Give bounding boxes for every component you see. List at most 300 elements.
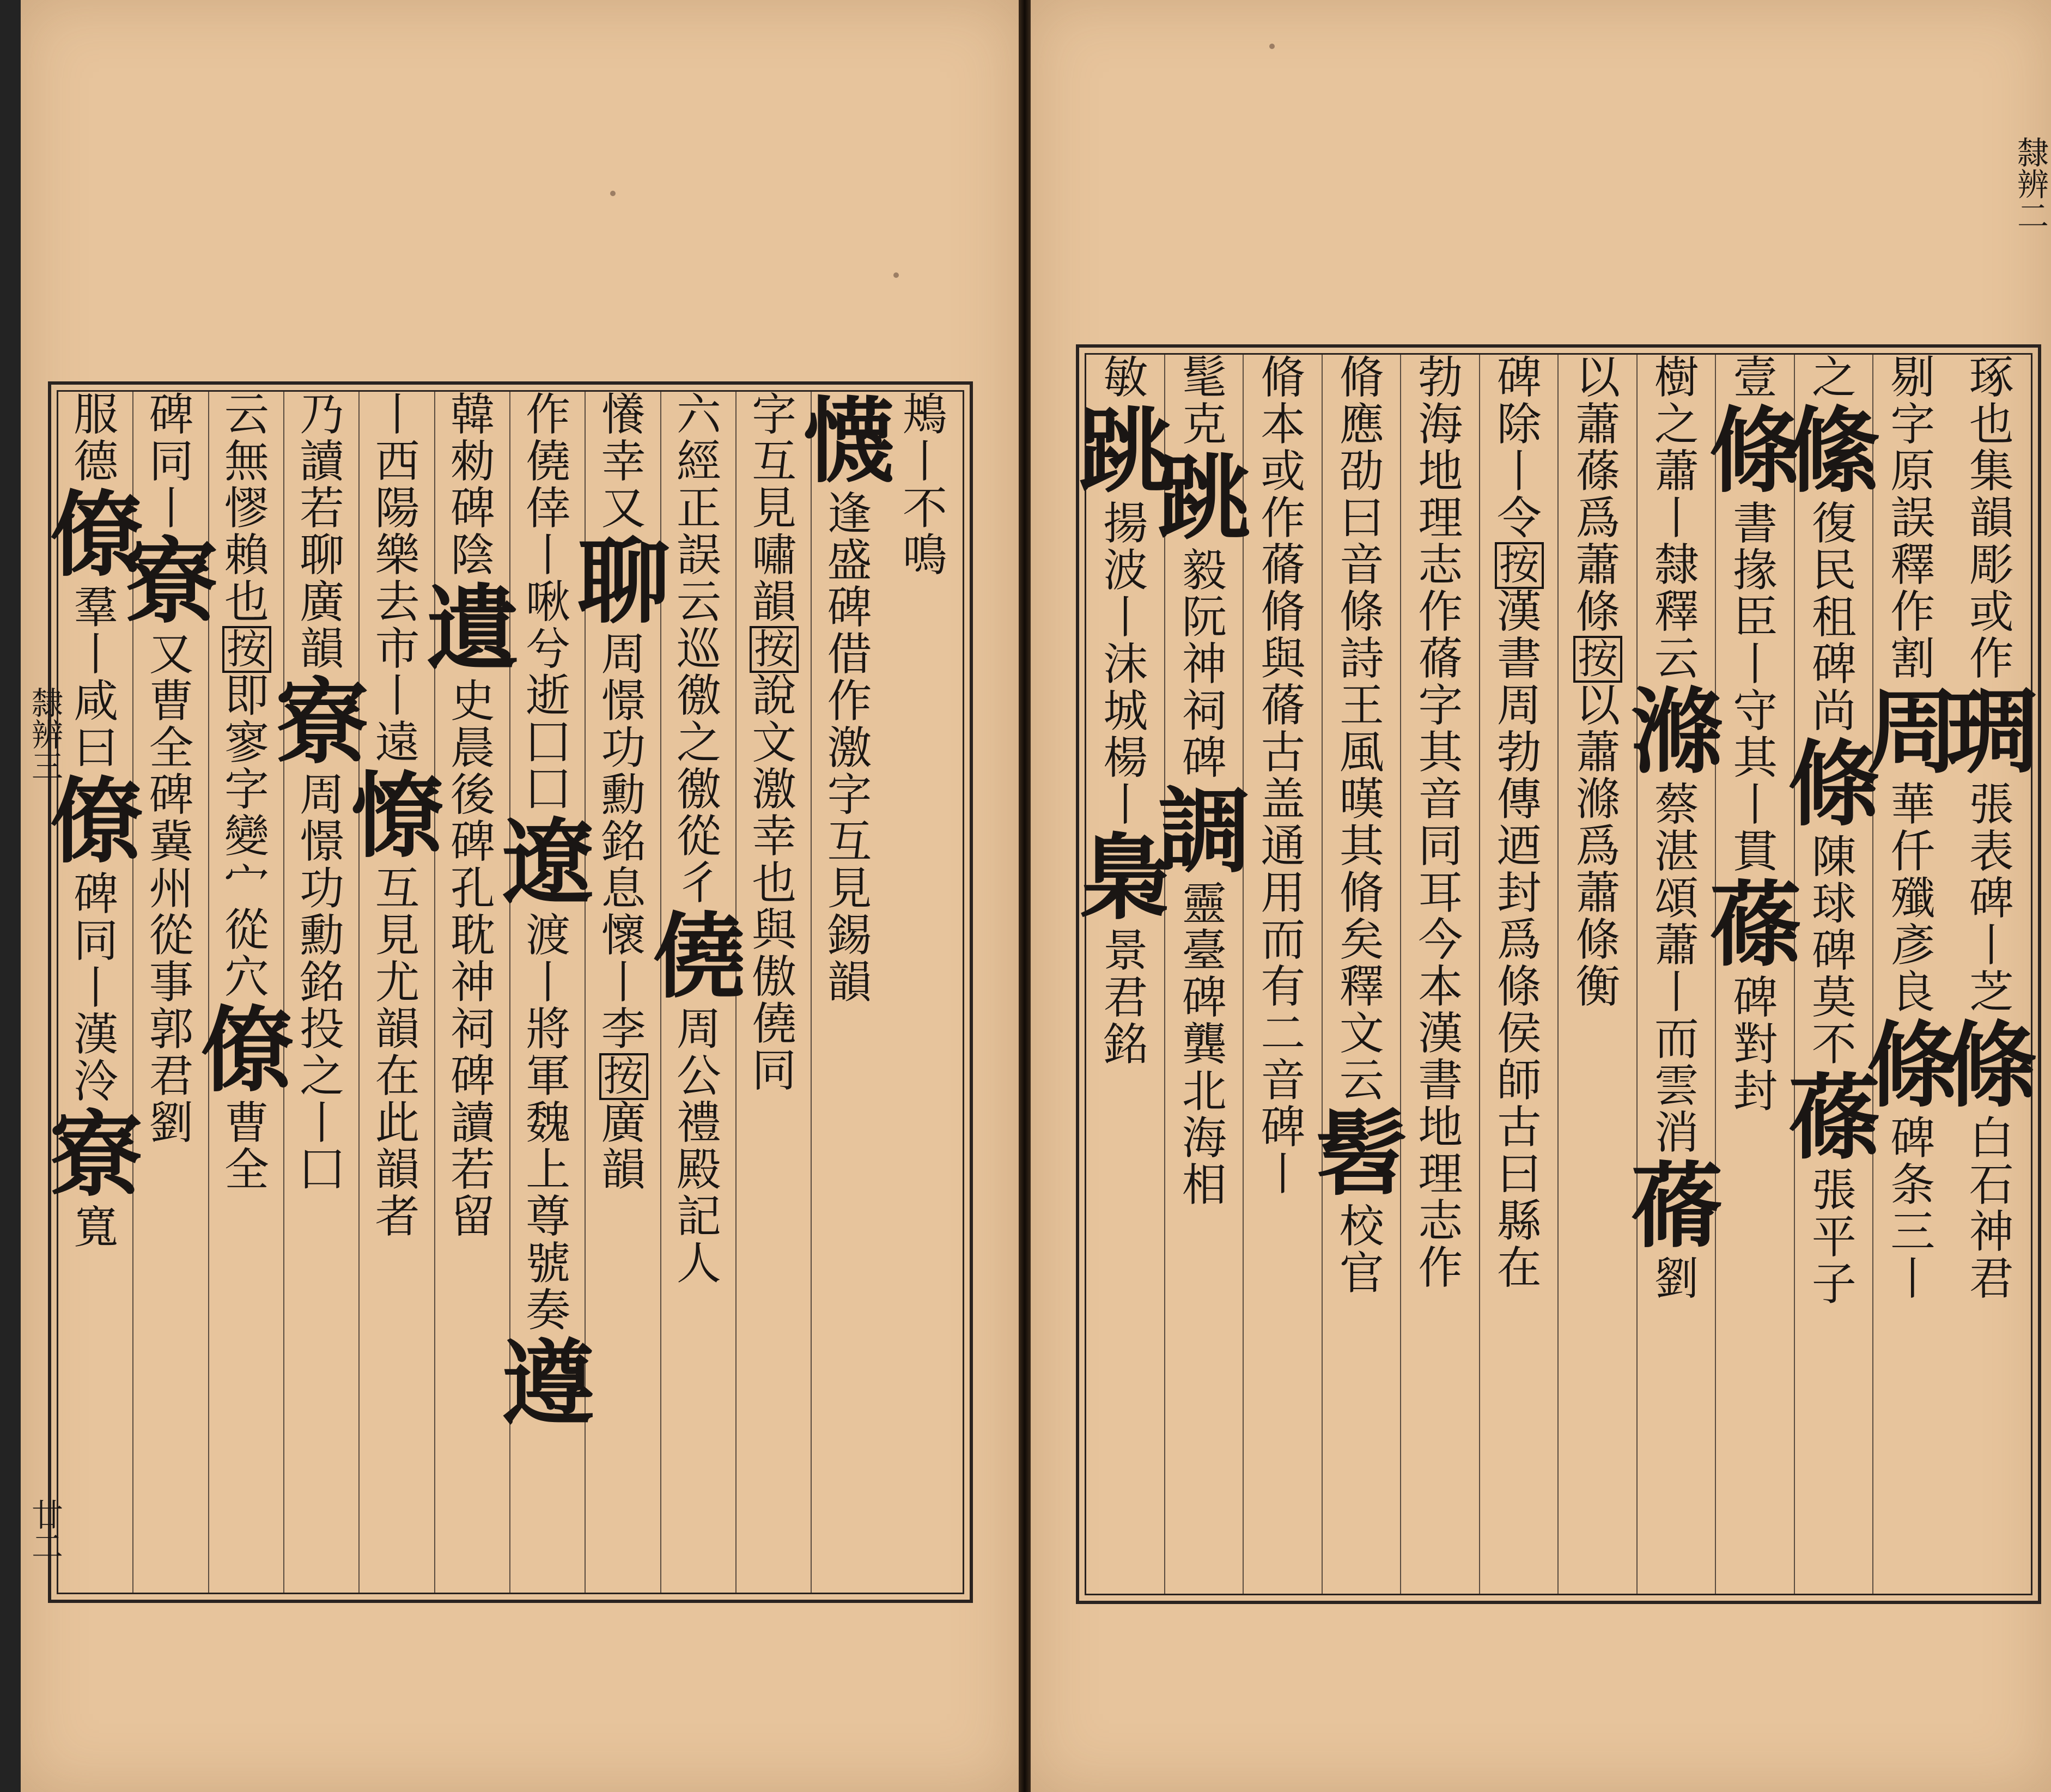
- commentary-glyph: 無: [224, 436, 269, 488]
- commentary-glyph: 碑: [74, 868, 119, 920]
- headword-glyph: 琱: [1945, 678, 2038, 787]
- right_page-column: [1479, 352, 1559, 1594]
- commentary-glyph: 之: [676, 717, 721, 769]
- commentary-glyph: 琢: [1969, 352, 2014, 404]
- commentary-glyph: 而: [1654, 1013, 1699, 1065]
- commentary-glyph: 古: [1496, 1102, 1542, 1153]
- right_page-column: [1945, 352, 2038, 1594]
- commentary-glyph: 碑: [1969, 873, 2014, 925]
- commentary-glyph: 漢: [1496, 586, 1542, 638]
- commentary-glyph: 囗: [526, 764, 571, 816]
- commentary-glyph: 變: [224, 811, 269, 862]
- commentary-glyph: 上: [526, 1144, 571, 1196]
- left_page-column: [351, 389, 444, 1593]
- headword-glyph: 條: [1945, 1011, 2038, 1120]
- commentary-glyph: 用: [1261, 867, 1306, 919]
- headword-glyph: 懱: [803, 387, 896, 496]
- commentary-glyph: 韓: [450, 389, 495, 441]
- commentary-glyph: 君: [149, 1050, 194, 1102]
- headword-glyph: 蓨: [1630, 1152, 1723, 1261]
- commentary-glyph: 消: [1654, 1107, 1699, 1159]
- commentary-glyph: 丨: [74, 962, 119, 1014]
- commentary-glyph: 韻: [752, 576, 797, 628]
- commentary-glyph: 条: [1890, 1159, 1936, 1211]
- commentary-glyph: 蕭: [1575, 727, 1621, 779]
- commentary-glyph: 碑: [1182, 972, 1227, 1024]
- headword-glyph: 寮: [50, 1101, 143, 1210]
- commentary-glyph: 封: [1496, 867, 1542, 919]
- commentary-glyph: 陰: [450, 530, 495, 581]
- left_page-column: [887, 389, 963, 1593]
- commentary-glyph: 風: [1339, 727, 1384, 779]
- commentary-glyph: 祠: [1182, 685, 1227, 737]
- commentary-glyph: 劭: [1339, 446, 1384, 497]
- headword-glyph: 僥: [652, 902, 745, 1011]
- commentary-glyph: 爲: [1575, 493, 1621, 544]
- paper-speck: [610, 191, 616, 196]
- commentary-glyph: 祠: [450, 1004, 495, 1055]
- commentary-glyph: 丨: [375, 389, 420, 441]
- commentary-glyph: 楊: [1103, 732, 1148, 784]
- commentary-glyph: 音: [1261, 1055, 1306, 1107]
- commentary-glyph: 字: [224, 764, 269, 816]
- commentary-glyph: 阮: [1182, 592, 1227, 643]
- commentary-glyph: 字: [827, 769, 872, 821]
- commentary-glyph: 碑: [1811, 639, 1857, 690]
- commentary-glyph: 廣: [300, 576, 345, 628]
- commentary-glyph: 遠: [375, 717, 420, 769]
- commentary-glyph: 蔡: [1654, 779, 1699, 831]
- commentary-glyph: 湛: [1654, 826, 1699, 878]
- left-columns: [50, 387, 964, 1594]
- commentary-glyph: 貫: [1733, 826, 1778, 878]
- commentary-glyph: 蓨: [1261, 539, 1306, 591]
- commentary-glyph: 三: [1890, 1206, 1936, 1258]
- commentary-glyph: 云: [1339, 1055, 1384, 1107]
- commentary-glyph: 脩: [1339, 352, 1384, 404]
- commentary-glyph: 掾: [1733, 545, 1778, 597]
- annotation-mark: 按: [222, 626, 271, 673]
- book-gutter: [1019, 0, 1031, 1792]
- commentary-glyph: 官: [1339, 1248, 1384, 1299]
- commentary-glyph: 寬: [74, 1202, 119, 1254]
- commentary-glyph: 讀: [450, 1097, 495, 1149]
- commentary-glyph: 樂: [375, 530, 420, 581]
- commentary-glyph: 互: [375, 863, 420, 915]
- commentary-glyph: 穴: [224, 951, 269, 1003]
- commentary-glyph: 羣: [74, 582, 119, 634]
- commentary-glyph: 有: [1261, 961, 1306, 1013]
- commentary-glyph: 此: [375, 1097, 420, 1149]
- commentary-glyph: 丨: [526, 957, 571, 1009]
- commentary-glyph: 之: [300, 1050, 345, 1102]
- right-columns: [1079, 352, 2038, 1595]
- left-text-frame: [48, 381, 973, 1603]
- left_page-column: [577, 389, 670, 1593]
- commentary-glyph: 釋: [1654, 586, 1699, 638]
- commentary-glyph: 又: [601, 483, 646, 534]
- commentary-glyph: 尚: [1811, 685, 1857, 737]
- headword-glyph: 遼: [502, 809, 595, 918]
- commentary-glyph: 也: [224, 576, 269, 628]
- commentary-glyph: 不: [902, 483, 947, 534]
- commentary-glyph: 丨: [1969, 920, 2014, 971]
- commentary-glyph: 從: [676, 811, 721, 862]
- headword-glyph: 絛: [1787, 397, 1880, 506]
- commentary-glyph: 丨: [74, 629, 119, 681]
- commentary-glyph: 誤: [676, 530, 721, 581]
- commentary-glyph: 功: [300, 863, 345, 915]
- commentary-glyph: 誤: [1890, 493, 1936, 544]
- commentary-glyph: 云: [676, 576, 721, 628]
- commentary-glyph: 本: [1261, 399, 1306, 451]
- commentary-glyph: 勳: [300, 910, 345, 962]
- left_page-column: [200, 389, 293, 1593]
- commentary-glyph: 頌: [1654, 873, 1699, 925]
- left_page-column: [735, 389, 812, 1593]
- commentary-glyph: 囗: [300, 1144, 345, 1196]
- commentary-glyph: 石: [1969, 1159, 2014, 1211]
- commentary-glyph: 白: [1969, 1113, 2014, 1164]
- commentary-glyph: 志: [1418, 539, 1463, 591]
- commentary-glyph: 租: [1811, 592, 1857, 643]
- commentary-glyph: 理: [1418, 493, 1463, 544]
- commentary-glyph: 史: [450, 676, 495, 727]
- commentary-glyph: 理: [1418, 1149, 1463, 1200]
- commentary-glyph: 丨: [1654, 493, 1699, 544]
- commentary-glyph: 逝: [526, 670, 571, 722]
- headword-glyph: 寮: [125, 527, 218, 636]
- commentary-glyph: 或: [1969, 586, 2014, 638]
- commentary-glyph: 復: [1811, 498, 1857, 550]
- commentary-glyph: 隸: [1654, 539, 1699, 591]
- headword-glyph: 條: [1709, 397, 1802, 506]
- commentary-glyph: 漢: [74, 1009, 119, 1061]
- commentary-glyph: 將: [526, 1004, 571, 1055]
- commentary-glyph: 釋: [1890, 539, 1936, 591]
- commentary-glyph: 君: [1969, 1253, 2014, 1305]
- commentary-glyph: 服: [74, 389, 119, 441]
- commentary-glyph: 云: [1654, 633, 1699, 685]
- commentary-glyph: 渡: [526, 910, 571, 962]
- commentary-glyph: 丨: [1654, 967, 1699, 1018]
- commentary-glyph: 賴: [224, 530, 269, 581]
- commentary-glyph: 尤: [375, 957, 420, 1009]
- headword-glyph: 蓧: [1709, 871, 1802, 980]
- commentary-glyph: 景: [1103, 925, 1148, 977]
- commentary-glyph: 令: [1496, 493, 1542, 544]
- commentary-glyph: 文: [752, 717, 797, 769]
- commentary-glyph: 丨: [902, 436, 947, 488]
- commentary-glyph: 碑: [1811, 925, 1857, 977]
- commentary-glyph: 校: [1339, 1201, 1384, 1253]
- headword-glyph: 條: [1866, 1011, 1959, 1120]
- commentary-glyph: 孔: [450, 863, 495, 915]
- commentary-glyph: 在: [375, 1050, 420, 1102]
- commentary-glyph: 碑: [1182, 732, 1227, 784]
- commentary-glyph: 云: [224, 389, 269, 441]
- headword-glyph: 僚: [50, 767, 143, 876]
- commentary-glyph: 侯: [1496, 1008, 1542, 1060]
- commentary-glyph: 原: [1890, 446, 1936, 497]
- commentary-glyph: 留: [450, 1191, 495, 1243]
- headword-glyph: 梟: [1079, 824, 1172, 933]
- commentary-glyph: 其: [1339, 821, 1384, 872]
- commentary-glyph: 克: [1182, 399, 1227, 451]
- commentary-glyph: 丨: [601, 957, 646, 1009]
- commentary-glyph: 同: [1418, 821, 1463, 872]
- commentary-glyph: 同: [74, 915, 119, 967]
- commentary-glyph: 二: [1261, 1008, 1306, 1060]
- commentary-glyph: 龔: [1182, 1019, 1227, 1071]
- commentary-glyph: 人: [676, 1238, 721, 1290]
- commentary-glyph: 彫: [1969, 539, 2014, 591]
- commentary-glyph: 地: [1418, 1102, 1463, 1153]
- commentary-glyph: 鳴: [902, 530, 947, 581]
- right_page-column: [1787, 352, 1880, 1594]
- commentary-glyph: 僥: [526, 436, 571, 488]
- commentary-glyph: 條: [1496, 961, 1542, 1013]
- right_page-column: [1557, 352, 1638, 1594]
- commentary-glyph: 民: [1811, 545, 1857, 597]
- commentary-glyph: 與: [752, 904, 797, 956]
- commentary-glyph: 莫: [1811, 972, 1857, 1024]
- commentary-glyph: 從: [149, 910, 194, 962]
- right_page-column: [1400, 352, 1480, 1594]
- commentary-glyph: 去: [375, 576, 420, 628]
- commentary-glyph: 事: [149, 957, 194, 1009]
- commentary-glyph: 又: [149, 629, 194, 681]
- commentary-glyph: 漢: [1418, 1008, 1463, 1060]
- commentary-glyph: 神: [1969, 1206, 2014, 1258]
- right_page-column: [1866, 352, 1959, 1594]
- commentary-glyph: 暵: [1339, 774, 1384, 825]
- commentary-glyph: 丨: [1890, 1253, 1936, 1305]
- commentary-glyph: 碑: [450, 483, 495, 534]
- commentary-glyph: 壹: [1733, 352, 1778, 404]
- left_page-column: [125, 389, 218, 1593]
- commentary-glyph: 憬: [300, 816, 345, 868]
- commentary-glyph: 以: [1575, 352, 1621, 404]
- commentary-glyph: 丨: [1733, 779, 1778, 831]
- commentary-glyph: 蕭: [1654, 446, 1699, 497]
- commentary-glyph: 激: [827, 722, 872, 774]
- commentary-glyph: 波: [1103, 545, 1148, 597]
- commentary-glyph: 陳: [1811, 831, 1857, 883]
- commentary-glyph: 韻: [827, 957, 872, 1009]
- headword-glyph: 遺: [426, 574, 519, 683]
- commentary-glyph: 剔: [1890, 352, 1936, 404]
- commentary-glyph: 囗: [526, 717, 571, 769]
- headword-glyph: 寮: [276, 668, 369, 777]
- commentary-glyph: 周: [601, 629, 646, 681]
- commentary-glyph: 在: [1496, 1242, 1542, 1294]
- commentary-glyph: 曹: [149, 676, 194, 727]
- commentary-glyph: 鴂: [902, 389, 947, 441]
- commentary-glyph: 丨: [1261, 1149, 1306, 1200]
- commentary-glyph: 碑: [149, 389, 194, 441]
- commentary-glyph: 而: [1261, 914, 1306, 966]
- commentary-glyph: 借: [827, 629, 872, 681]
- commentary-glyph: 宀: [224, 858, 269, 909]
- commentary-glyph: 銘: [300, 957, 345, 1009]
- commentary-glyph: 全: [149, 722, 194, 774]
- commentary-glyph: 蓨: [1261, 680, 1306, 732]
- commentary-glyph: 作: [1969, 633, 2014, 685]
- commentary-glyph: 碑: [1496, 352, 1542, 404]
- commentary-glyph: 字: [752, 389, 797, 441]
- commentary-glyph: 雲: [1654, 1060, 1699, 1112]
- commentary-glyph: 韻: [375, 1144, 420, 1196]
- commentary-glyph: 字: [1418, 680, 1463, 732]
- commentary-glyph: 詩: [1339, 633, 1384, 685]
- commentary-glyph: 聊: [300, 530, 345, 581]
- commentary-glyph: 文: [1339, 1008, 1384, 1060]
- annotation-mark: 按: [599, 1053, 648, 1100]
- commentary-glyph: 作: [1418, 1242, 1463, 1294]
- commentary-glyph: 韻: [375, 1004, 420, 1055]
- commentary-glyph: 耳: [1418, 867, 1463, 919]
- commentary-glyph: 僥: [752, 998, 797, 1050]
- commentary-glyph: 韻: [601, 1144, 646, 1196]
- headword-glyph: 憭: [351, 762, 444, 871]
- commentary-glyph: 息: [601, 863, 646, 915]
- commentary-glyph: 咸: [74, 676, 119, 727]
- right_page-column: [1243, 352, 1323, 1594]
- commentary-glyph: 臣: [1733, 592, 1778, 643]
- commentary-glyph: 丨: [149, 483, 194, 534]
- commentary-glyph: 晨: [450, 722, 495, 774]
- right_page-column: [1158, 352, 1251, 1594]
- commentary-glyph: 樹: [1654, 352, 1699, 404]
- commentary-glyph: 師: [1496, 1055, 1542, 1107]
- commentary-glyph: 陽: [375, 483, 420, 534]
- commentary-glyph: 古: [1261, 727, 1306, 779]
- commentary-glyph: 巡: [676, 623, 721, 675]
- commentary-glyph: 其: [1733, 732, 1778, 784]
- commentary-glyph: 銘: [601, 816, 646, 868]
- headword-glyph: 遵: [502, 1329, 595, 1438]
- commentary-glyph: 音: [1339, 539, 1384, 591]
- commentary-glyph: 爲: [1575, 821, 1621, 872]
- commentary-glyph: 號: [526, 1238, 571, 1290]
- commentary-glyph: 曰: [1339, 493, 1384, 544]
- commentary-glyph: 劉: [149, 1097, 194, 1149]
- commentary-glyph: 即: [224, 670, 269, 722]
- commentary-glyph: 周: [1496, 680, 1542, 732]
- commentary-glyph: 六: [676, 389, 721, 441]
- commentary-glyph: 記: [676, 1191, 721, 1243]
- commentary-glyph: 蕭: [1654, 920, 1699, 971]
- headword-glyph: 髫: [1315, 1100, 1408, 1208]
- headword-glyph: 條: [1787, 730, 1880, 839]
- commentary-glyph: 之: [1811, 352, 1857, 404]
- commentary-glyph: 丨: [1733, 639, 1778, 690]
- commentary-glyph: 勳: [601, 769, 646, 821]
- left-folio: 廿二: [26, 1498, 63, 1562]
- commentary-glyph: 韻: [1969, 493, 2014, 544]
- commentary-glyph: 爲: [1496, 914, 1542, 966]
- commentary-glyph: 耽: [450, 910, 495, 962]
- commentary-glyph: 後: [450, 769, 495, 821]
- commentary-glyph: 脩: [1339, 867, 1384, 919]
- commentary-glyph: 城: [1103, 685, 1148, 737]
- commentary-glyph: 軍: [526, 1050, 571, 1102]
- commentary-glyph: 通: [1261, 821, 1306, 872]
- commentary-glyph: 逢: [827, 488, 872, 540]
- commentary-glyph: 銘: [1103, 1019, 1148, 1071]
- commentary-glyph: 盖: [1261, 774, 1306, 825]
- commentary-glyph: 西: [375, 436, 420, 488]
- commentary-glyph: 作: [1418, 586, 1463, 638]
- commentary-glyph: 相: [1182, 1159, 1227, 1211]
- commentary-glyph: 仟: [1890, 826, 1936, 878]
- commentary-glyph: 激: [752, 764, 797, 816]
- commentary-glyph: 殿: [676, 1144, 721, 1196]
- left_page-column: [803, 387, 896, 1593]
- left_page-column: [276, 389, 369, 1593]
- commentary-glyph: 割: [1890, 633, 1936, 685]
- left_page-column: [502, 389, 595, 1593]
- left_page-column: [50, 389, 143, 1593]
- commentary-glyph: 徼: [676, 670, 721, 722]
- commentary-glyph: 不: [1811, 1019, 1857, 1071]
- headword-glyph: 聊: [577, 527, 670, 636]
- commentary-glyph: 傲: [752, 951, 797, 1003]
- commentary-glyph: 碑: [450, 1050, 495, 1102]
- commentary-glyph: 之: [1654, 399, 1699, 451]
- commentary-glyph: 勑: [450, 436, 495, 488]
- commentary-glyph: 書: [1418, 1055, 1463, 1107]
- commentary-glyph: 王: [1339, 680, 1384, 732]
- commentary-glyph: 德: [74, 436, 119, 488]
- headword-glyph: 蓧: [1787, 1064, 1880, 1173]
- commentary-glyph: 若: [300, 483, 345, 534]
- commentary-glyph: 冀: [149, 816, 194, 868]
- commentary-glyph: 憬: [601, 676, 646, 727]
- headword-glyph: 跳: [1079, 397, 1172, 506]
- commentary-glyph: 滌: [1575, 774, 1621, 825]
- commentary-glyph: 縣: [1496, 1195, 1542, 1247]
- commentary-glyph: 字: [1890, 399, 1936, 451]
- commentary-glyph: 也: [1969, 399, 2014, 451]
- commentary-glyph: 神: [450, 957, 495, 1009]
- commentary-glyph: 蕭: [1575, 867, 1621, 919]
- commentary-glyph: 寥: [224, 717, 269, 769]
- right_page-column: [1709, 352, 1802, 1594]
- commentary-glyph: 同: [149, 436, 194, 488]
- commentary-glyph: 投: [300, 1004, 345, 1055]
- annotation-mark: 按: [1573, 636, 1622, 683]
- paper-speck: [1269, 44, 1275, 49]
- commentary-glyph: 丨: [526, 530, 571, 581]
- commentary-glyph: 封: [1733, 1066, 1778, 1117]
- commentary-glyph: 功: [601, 722, 646, 774]
- commentary-glyph: 廣: [601, 1097, 646, 1149]
- commentary-glyph: 與: [1261, 633, 1306, 685]
- commentary-glyph: 除: [1496, 399, 1542, 451]
- commentary-glyph: 同: [752, 1045, 797, 1097]
- commentary-glyph: 丨: [300, 1097, 345, 1149]
- commentary-glyph: 作: [1261, 493, 1306, 544]
- commentary-glyph: 張: [1811, 1165, 1857, 1217]
- commentary-glyph: 讀: [300, 436, 345, 488]
- commentary-glyph: 子: [1811, 1259, 1857, 1310]
- commentary-glyph: 曰: [1496, 1149, 1542, 1200]
- right_page-column: [1079, 352, 1172, 1594]
- commentary-glyph: 若: [450, 1144, 495, 1196]
- commentary-glyph: 應: [1339, 399, 1384, 451]
